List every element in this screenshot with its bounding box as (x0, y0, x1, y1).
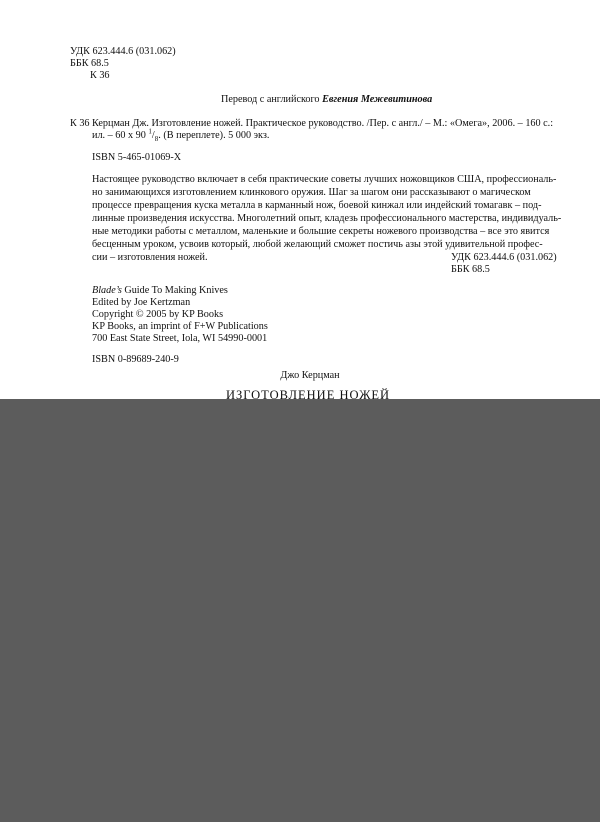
annotation-line: бесценным уроком, усвоив который, любой желающий сможет постичь азы этой удивительной профес- (92, 239, 543, 250)
original-copyright: Copyright © 2005 by KP Books (92, 309, 224, 320)
catalog-line-1: Керцман Дж. Изготовление ножей. Практическое руководство. /Пер. с англ./ – М.: «Омега», 2006. – 160 с.: (92, 118, 554, 129)
author-mark-header: К 36 (90, 70, 110, 81)
cover-block (0, 399, 600, 822)
original-publisher: KP Books, an imprint of F+W Publications (92, 321, 268, 332)
original-editor: Edited by Joe Kertzman (92, 297, 191, 308)
annotation-line: ные методики работы с металлом, маленькие и большие секреты ножевого производства – все это явится (92, 226, 550, 237)
udk-right: УДК 623.444.6 (031.062) (451, 252, 557, 263)
original-title-rest: Guide To Making Knives (121, 285, 228, 296)
catalog-isbn: ISBN 5-465-01069-X (92, 152, 182, 163)
book-title (0, 384, 600, 399)
book-title-text: ИЗГОТОВЛЕНИЕ НОЖЕЙ (225, 388, 391, 399)
catalog-line-2 (92, 129, 269, 142)
annotation-line: процессе превращения куска металла в карманный нож, боевой кинжал или индейский томагавк – под- (92, 200, 542, 211)
original-title-italic: Blade’s (92, 285, 122, 296)
catalog-format: ил. – 60 x 90 (92, 130, 146, 141)
translation-prefix: Перевод с английского (221, 94, 320, 105)
translator-name: Евгения Межевитинова (322, 94, 433, 105)
annotation-line: сии – изготовления ножей. (92, 252, 208, 263)
bbk-header: ББК 68.5 (70, 58, 109, 69)
original-isbn: ISBN 0-89689-240-9 (92, 354, 179, 365)
udk-header: УДК 623.444.6 (031.062) (70, 46, 176, 57)
catalog-binding: . (В переплете). 5 000 экз. (158, 130, 270, 141)
translation-credit (221, 93, 432, 106)
catalog-fraction: $^1/_8$ (148, 127, 159, 144)
annotation-line: линные произведения искусства. Многолетний опыт, кладезь профессионального мастерства, индивидуаль- (92, 213, 562, 224)
catalog-mark: К 36 (70, 118, 90, 129)
original-address: 700 East State Street, Iola, WI 54990-0001 (92, 333, 268, 344)
bbk-right: ББК 68.5 (451, 264, 490, 275)
annotation-line: но занимающихся изготовлением клинкового оружия. Шаг за шагом они рассказывают о магическом (92, 187, 531, 198)
book-author: Джо Керцман (280, 370, 340, 381)
annotation-line: Настоящее руководство включает в себя практические советы лучших ножовщиков США, профессиональ- (92, 174, 557, 185)
